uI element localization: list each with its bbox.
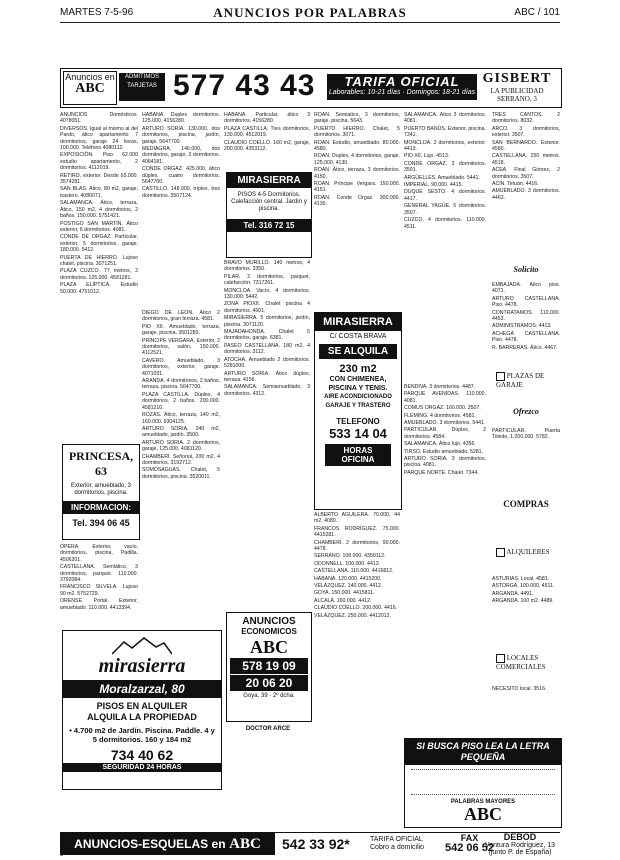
classified-entry: CASTELLANA. 250 metros. 4518. — [492, 153, 560, 166]
mira-big-street: C/ COSTA BRAVA — [329, 333, 387, 340]
classified-entry: ROAN. Príncipe Vergara. 150.000. 4151. — [314, 181, 400, 194]
top-banner — [60, 68, 562, 108]
classified-entry: PIO XII. Lujo. 4513. — [404, 153, 450, 160]
princesa-title: PRINCESA, 63 — [68, 449, 134, 478]
econ-addr: Goya, 39 · 2º dcha. — [243, 693, 295, 699]
section-solicito-title: Solicito — [513, 265, 539, 274]
classified-entry: ALBERTO AGUILERA. 70.000, 44 m2. 4080. — [314, 512, 400, 525]
classified-entry: PASEO CASTELLANA. 180 m2, 4 dormitorios. 3112. — [224, 342, 310, 356]
column-3-lower — [224, 260, 310, 516]
mira-big-line4: GARAJE Y TRASTERO — [325, 403, 391, 409]
mira-big-hours1: HORAS — [343, 446, 373, 455]
classified-entry: GOYA. 150.000. 4415811. — [314, 590, 375, 597]
section-locales — [496, 654, 560, 671]
footer-debod-name: DEBOD — [503, 832, 537, 842]
classified-entry: ARTURO CASTELLANA. Piso. 4478. — [492, 295, 560, 309]
classified-entry: TRES CANTOS. 2 dormitorios. 8032. — [492, 112, 560, 125]
mirasierra-small-ad — [226, 172, 312, 258]
classified-entry: ASTURIAS. Local. 4581. — [492, 576, 550, 582]
section-plazas-title: PLAZAS DE GARAJE — [496, 372, 545, 389]
footer-label: ANUNCIOS-ESQUELAS en — [74, 837, 226, 851]
column-5-lower — [404, 384, 486, 734]
column-3 — [224, 112, 310, 170]
classified-entry: OPERA. Exterior, vacío, dormitorios, piscina, Padilla. 4506201. — [60, 544, 138, 563]
classified-entry: FRANCISCO SILVELA. Lujoso 90 m2. 5752729. — [60, 584, 138, 597]
classified-entry: SALAMANCA. Ático, terraza. Ático, 150 m2, 4 dormitorios, 2 baños. 150.000. 5751421. — [60, 200, 138, 220]
classified-entry: PIO XII. Amueblado, terraza, garaje, piscina. 3501283. — [142, 323, 220, 337]
mira-big-line2: PISCINA Y TENIS. — [328, 385, 388, 392]
classified-entry: ZONA PIOXII. Chalet piscina 4 dormitorios. 4501. — [224, 301, 310, 314]
gisbert-line2: SERRANO, 3 — [497, 95, 537, 103]
section-ofrezco-title: Ofrezco — [513, 407, 539, 416]
mirasierra-small-phone: Tel. 316 72 15 — [227, 219, 311, 232]
page-header — [60, 6, 560, 23]
classified-entry: PARQUE AVENIDAS. 110.000. 4081. — [404, 391, 486, 404]
classified-entry: AMUEBLADO. 3 dormitorios. 4463. — [492, 188, 560, 201]
classified-entry: ATOCHA. Amueblado 2 dormitorios. 5281000. — [224, 356, 310, 370]
classified-entry: ACEA. Final Gómez, 2 dormitorios. 3507. — [492, 167, 560, 180]
classified-entry: ACHEGA CASTELLANA. Piso. 4478. — [492, 330, 560, 344]
classified-entry: ODONNELL. 100.000. 4413. — [314, 560, 381, 567]
classified-entry: HABANA. 120.000. 4415200. — [314, 575, 382, 582]
classified-entry: ARTURO SORIA. 240 m2, amueblado, jardín. 3500. — [142, 425, 220, 439]
classified-entry: ROAN. Estudio, amueblado. 80.000. 4580. — [314, 139, 400, 153]
classified-entry: ARTURO SORIA. 2 dormitorios, garaje, 125.000. 4081120. — [142, 439, 220, 453]
classified-entry: CONDE ORGAZ. 425.000, ático dúplex, cuatro dormitorios. 5647700. — [142, 166, 220, 186]
anuncios-economicos-ad — [226, 612, 312, 722]
classified-entry: TIRSO. Estudio amueblado. 5281. — [404, 448, 484, 455]
classified-entry: DUQUE SESTO. 4 dormitorios. 4417. — [404, 189, 486, 202]
classified-entry: FRANCOS RODRÍGUEZ. 75.000. 4415281. — [314, 525, 400, 539]
princesa-info: INFORMACION: — [63, 501, 139, 514]
classified-entry: CASTILLO. 148.000, tríplex, tres dormitorios. 3507124. — [142, 186, 220, 199]
mira-pisos2: ALQUILA LA PROPIEDAD — [87, 712, 197, 722]
classified-entry: IMPERIAL. 90.000. 4415. — [404, 182, 463, 189]
econ-title1: ANUNCIOS — [242, 616, 296, 627]
mountain-icon — [112, 637, 172, 655]
classified-entry: CASTELLANA. 110.000. 4416812. — [314, 568, 394, 575]
mira-security: SEGURIDAD 24 HORAS — [63, 763, 221, 772]
mirasierra-small-body: PISOS 4-5 Dormitorios. Calefacción central. Jardín y piscina. — [231, 192, 307, 212]
mira-bullet: • 4.700 m2 de Jardín. Piscina. Paddle. 4 y 5 dormitorios. 160 y 184 m2 — [69, 726, 215, 744]
tarifa-title: TARIFA OFICIAL — [344, 74, 460, 89]
footer-fax-number: 542 06 52 — [445, 842, 494, 854]
classified-entry: CASTELLANA. Semiático, 3 dormitorios, parquet. 110.000. 3792084. — [60, 564, 138, 584]
classified-entry: FLEMING. 4 dormitorios. 4581. — [404, 412, 476, 419]
tarjetas-badge: ADMITIMOS TARJETAS — [119, 73, 165, 101]
gisbert-logo — [477, 71, 557, 103]
doctor-arce-heading: DOCTOR ARCE — [245, 726, 291, 732]
tarifa-hours: Laborables: 10-21 días · Domingos: 18-21 días — [328, 89, 476, 96]
logo-brand: ABC — [75, 81, 105, 96]
classified-entry: ARGANDA. 4491. — [492, 590, 534, 597]
mira-phone: 734 40 62 — [110, 747, 174, 763]
checkbox-square-icon — [496, 372, 505, 381]
anuncios-logo — [63, 71, 117, 105]
mira-big-line3: AIRE ACONDICIONADO — [324, 394, 392, 400]
classified-entry: ARCO. 3 dormitorios, exterior. 3507. — [492, 125, 560, 139]
classified-entry: MEDIAGRA. 146.000, dos dormitorios, garaje, 3 dormitorios. 4064181. — [142, 146, 220, 165]
pequena-title — [405, 739, 561, 765]
classified-entry: BRAVO MURILLO. 140 metros, 4 dormitorios. 3350. — [224, 260, 310, 273]
classified-entry: DIVERSOS. Igual al mismo al del Pardo, ático apartamento 7 dormitorios, garaje 24 horas, 100.000. Teléfono 4080112. — [60, 125, 138, 152]
footer-tarifa — [370, 836, 424, 852]
classified-entry: ROAN. Conde Orgaz. 300.000. 4130. — [314, 194, 400, 208]
footer-brand: ABC — [229, 836, 261, 852]
mira-big-line1: CON CHIMENEA, — [329, 376, 387, 383]
mirasierra-moralzarzal-ad — [62, 630, 222, 790]
checkbox-square-icon — [496, 654, 505, 663]
classified-entry: PILAR. 2 dormitorios, parquet, calefacción. 7317261. — [224, 273, 310, 287]
classified-entry: ASTORGA. 100.000. 4511. — [492, 583, 555, 590]
footer-phone: 542 33 92* — [282, 836, 350, 852]
column-6-ofrezco — [492, 428, 560, 478]
classified-entry: PARQUE NORTE. Chalet. 7344. — [404, 469, 479, 476]
classified-entry: MIRASIERRA. 5 dormitorios, jardín, piscina. 3071120. — [224, 315, 310, 328]
section-locales-title: LOCALES COMERCIALES — [496, 654, 546, 671]
classified-entry: CONDE DE ORGAZ. Particular, exterior, 5 dormitorios, garaje, 180.000. 5412. — [60, 234, 138, 254]
column-6-alquileres — [492, 576, 560, 646]
classified-entry: VELÁZQUEZ. 250.000. 4412012. — [314, 612, 391, 619]
econ-phone2: 20 06 20 — [230, 675, 308, 691]
moralzarzal: Moralzarzal, 80 — [63, 680, 221, 698]
classified-entry: NECESITO local. 3516. — [492, 686, 547, 692]
classified-entry: PARTICULAR. Puerta Toledo, 1.200.000. 5782. — [492, 428, 560, 441]
mirasierra-small-title: MIRASIERRA — [227, 173, 311, 188]
econ-title2: ECONOMICOS — [241, 627, 297, 636]
section-compras — [492, 496, 560, 512]
header-page: ABC / 101 — [514, 7, 560, 18]
classified-entry: PUERTO HIERRO. Chalet, 5 dormitorios. 3071. — [314, 125, 400, 139]
mirasierra-big-ad — [314, 312, 402, 510]
banner-phone: 577 43 43 — [173, 69, 316, 102]
classified-entry: CAVERO. Amueblado, 3 dormitorios, exterior, garaje. 4071031. — [142, 357, 220, 377]
mira-big-phone: 533 14 04 — [329, 426, 387, 441]
princesa-ad — [62, 444, 140, 540]
column-2-lower — [142, 310, 220, 620]
logo-top: Anuncios en — [65, 72, 115, 82]
column-5 — [404, 112, 486, 380]
classified-entry: SAN BERNARDO. Exterior. 4580. — [492, 139, 560, 153]
princesa-body: Exterior, amueblado, 3 dormitorios, piscina. — [70, 483, 132, 496]
gisbert-line1: LA PUBLICIDAD — [490, 87, 544, 95]
footer-fax-label: FAX — [460, 833, 479, 843]
classified-entry: POSTIGO SAN MARTÍN. Ático exterior, 6 dormitorios. 4081. — [60, 220, 138, 233]
mira-big-hours — [325, 444, 391, 466]
classified-entry: ALCALÁ. 160.000. 4412. — [314, 597, 372, 604]
classified-entry: RETIRO, exterior. Desde 65.000. 3574281. — [60, 172, 138, 186]
classified-entry: PLAZA CASTILLA. Dúplex, 4 dormitorios, 2 baños. 200.000. 4581210. — [142, 391, 220, 411]
classified-entry: ORENSE. Portal. Exterior, amueblado. 110.000. 4413394. — [60, 598, 138, 611]
column-4 — [314, 112, 400, 308]
pequena-title1: SI BUSCA PISO LEA LA LETRA — [416, 741, 550, 751]
mira-big-size: 230 m2 — [339, 363, 377, 375]
classified-entry: ARGÜELLES. Amueblado. 5441. — [404, 174, 480, 181]
classified-entry: MAJADAHONDA. Chalet 5 dormitorios, garaje. 6381. — [224, 329, 310, 342]
classified-entry: MONCLOA. 2 dormitorios, exterior. 4413. — [404, 139, 486, 153]
classified-entry: DIEGO DE LEÓN. Ático 2 dormitorios, gran terraza. 4581. — [142, 310, 220, 323]
page-number: 6 — [60, 852, 64, 858]
footer-tarifa1: TARIFA OFICIAL — [370, 836, 423, 843]
classified-entry: PUERTA DE HIERRO. Lujoso chalet, piscina. 3071251. — [60, 254, 138, 267]
footer-esquelas — [60, 833, 275, 855]
classified-entry: CHAMBERÍ. 2 dormitorios, 90.000. 4478. — [314, 539, 400, 553]
column-1-lower — [60, 544, 138, 624]
pequena-ad — [404, 738, 562, 828]
princesa-phone: Tel. 394 06 45 — [72, 518, 130, 528]
column-4-lower — [314, 512, 400, 828]
classified-entry: PLAZA CUZCO. 77 metros, 2 dormitorios. 125.000. 4581281. — [60, 268, 138, 281]
classified-entry: AMUEBLADO. 3 dormitorios. 5441. — [404, 420, 486, 427]
classified-entry: VELÁZQUEZ. 140.000. 4412. — [314, 583, 383, 590]
checkbox-square-icon — [496, 548, 505, 557]
pequena-title2: PEQUEÑA — [460, 752, 506, 762]
classified-entry: COMUS ORGAZ. 160.000. 3507. — [404, 405, 481, 412]
header-date: MARTES 7-5-96 — [60, 7, 134, 18]
classified-entry: EXPOSICIÓN. Piso 62.000 estudio apartamento, 2 dormitorios. 4112019. — [60, 152, 138, 172]
classified-entry: ROAN. Duplex, 4 dormitorios, garaje. 125.000. 4130. — [314, 153, 400, 166]
classified-entry: PLAZA CASTILLA. Tres dormitorios, 130.000. 4512019. — [224, 125, 310, 139]
section-solicito — [492, 262, 560, 277]
column-1 — [60, 112, 138, 442]
classified-entry: CLAUDIO COELLO. 200.000. 4416. — [314, 605, 398, 612]
classified-entry: ARANDA. 4 dormitorios, 2 baños, terraza, piscina. 5647700. — [142, 378, 220, 391]
column-6-solicito — [492, 282, 560, 362]
classified-entry: PUERTO BANÚS. Exterior, piscina. 7341. — [404, 125, 486, 139]
classified-entry: CUZCO. 4 dormitorios. 110.000. 4511. — [404, 217, 486, 230]
classified-entry: ADMINISTRAMOS. 4413. — [492, 323, 552, 330]
classified-entry: SALAMANCA. Ático 3 dormitorios. 4081. — [404, 112, 486, 125]
classified-entry: SAN BLAS. Ático, 80 m2, garaje, trastero. 4080071. — [60, 186, 138, 199]
classified-entry: ARTURO SORIA. 130.000, dos dormitorios, piscina, jardín, garaje. 5647700. — [142, 125, 220, 145]
column-6 — [492, 112, 560, 254]
section-alquileres — [496, 548, 560, 557]
classified-entry: SERRANO. 108.000. 4350112. — [314, 553, 386, 560]
classified-entry: ROZAS. Ático, terraza, 140 m2, 160.000. 6304125. — [142, 412, 220, 425]
mira-logo: mirasierra — [98, 655, 186, 677]
classified-entry: BENDIVA. 3 dormitorios. 4487. — [404, 384, 476, 390]
classified-entry: SALAMANCA. Ático lujo. 4356. — [404, 441, 476, 448]
column-2 — [142, 112, 220, 308]
abc-brand-big: ABC — [463, 804, 502, 824]
classified-entry: PRÍNCIPE VERGARA. Exterior, 2 dormitorios, salón, 150.000. 4112521. — [142, 337, 220, 357]
classified-entry: MONCLOA. Vacío, 4 dormitorios. 130.000. 5442. — [224, 287, 310, 301]
econ-phone1: 578 19 09 — [230, 658, 308, 674]
classified-entry: SOMOSAGUAS. Chalet, 5 dormitorios, piscina. 3520011. — [142, 467, 220, 480]
classified-entry: R. BARRERAS. Ático. 4467. — [492, 344, 558, 351]
classified-entry: GENERAL YAGÜE. 5 dormitorios. 3507. — [404, 203, 486, 216]
classified-entry: CONDE ORGAZ. 3 dormitorios. 3501. — [404, 160, 486, 174]
classified-entry: ARTURO SORIA. Ático dúplex, terraza. 4156. — [224, 370, 310, 383]
mira-big-hours2: OFICINA — [341, 455, 375, 464]
classified-entry: CONTRATAMOS. 110.000. 4453. — [492, 309, 560, 323]
abc-brand-small: PALABRAS MAYORES — [450, 799, 516, 805]
classified-entry: SALAMANCA. Semiamueblado, 3 dormitorios. 4312. — [224, 384, 310, 397]
gisbert-name: GISBERT — [482, 71, 552, 86]
classified-entry: ARGANDA. 100 m2. 4489. — [492, 598, 554, 605]
mira-big-se: SE ALQUILA — [319, 344, 397, 359]
small-print-decoration — [411, 769, 555, 795]
mira-big-tel-label: TELEFONO — [336, 417, 380, 426]
econ-brand: ABC — [249, 637, 288, 657]
mira-big-title: MIRASIERRA — [315, 313, 401, 331]
classified-entry: HABANA. Duplex dormitorios. 125.000. 4156280. — [142, 112, 220, 125]
classified-entry: HABANA. Particular, ático 3 dormitorios. 4156280. — [224, 112, 310, 125]
tarifa-box — [327, 74, 477, 100]
classified-entry: EMBAJADA. Ático piso. 4071. — [492, 282, 560, 295]
classified-entry: ROAN. Semiatico, 3 dormitorios, garaje, piscina. 5643. — [314, 112, 400, 125]
section-alquileres-title: ALQUILERES — [506, 548, 550, 557]
classified-entry: CHAMBERÍ. Señorial, 200 m2, 4 dormitorios. 3192712. — [142, 453, 220, 466]
classified-entry: ARTURO SORIA. 3 dormitorios, piscina. 4081. — [404, 456, 486, 469]
mira-pisos1: PISOS EN ALQUILER — [96, 701, 188, 711]
header-title: ANUNCIOS POR PALABRAS — [213, 5, 407, 20]
section-ofrezco — [492, 404, 560, 419]
classified-entry: ROAN. Ático, terraza, 3 dormitorios. 4150. — [314, 167, 400, 180]
section-compras-title: COMPRAS — [503, 499, 549, 509]
section-plazas — [496, 372, 560, 389]
column-6-locales — [492, 686, 560, 706]
classified-entry: ANUNCIOS Domésticos. 4078051. — [60, 112, 138, 125]
page-footer — [60, 832, 560, 855]
footer-debod-addr: Ventura Rodríguez, 13 (junto P. de España) — [484, 842, 556, 856]
classified-entry: CLAUDIO COELLO. 160 m2, garaje, 200.000. 4353112. — [224, 139, 310, 153]
footer-debod — [480, 834, 560, 856]
classified-entry: PLAZA ELÍPTICA. Estudio 50.000. 4751012. — [60, 282, 138, 295]
classified-entry: PARTICULAR. Dúplex, 2 dormitorios. 4584. — [404, 427, 486, 440]
footer-tarifa2: Cobro a domicilio — [370, 844, 425, 851]
classified-entry: ACIN. Tetuán. 4416. — [492, 181, 539, 188]
